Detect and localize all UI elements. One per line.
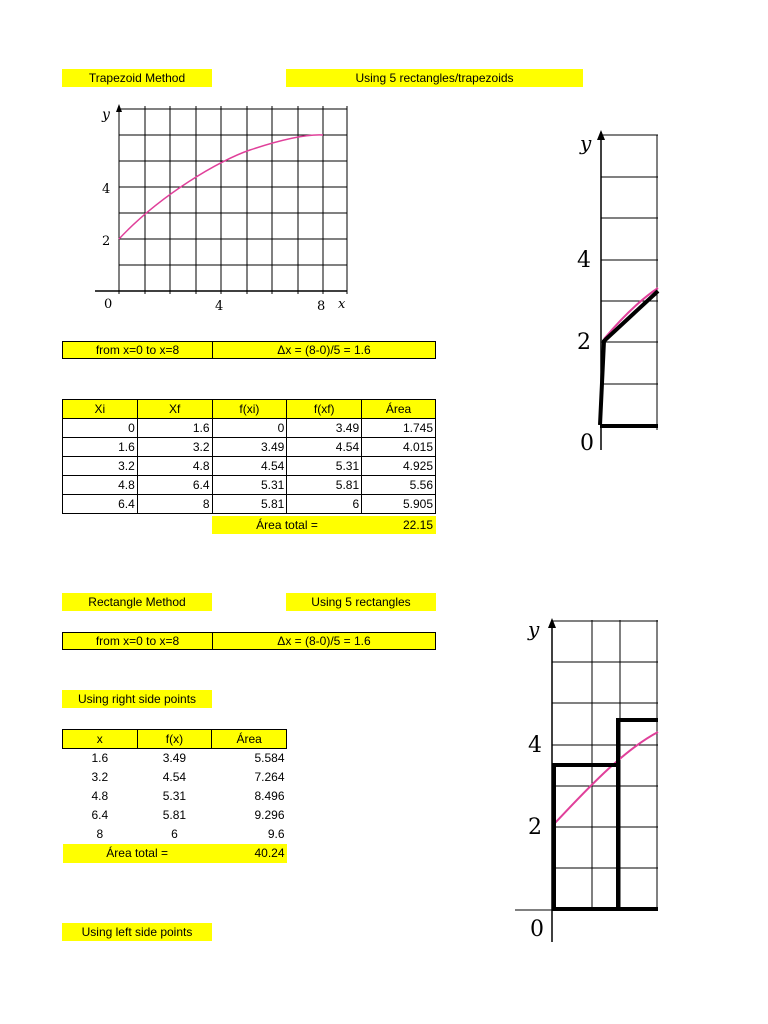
rectangle-method-title: Rectangle Method — [62, 593, 212, 611]
rectangle-figure — [500, 612, 670, 952]
trapezoid-method-title: Trapezoid Method — [62, 69, 212, 87]
table-cell: 3.2 — [91, 770, 109, 784]
table-row — [63, 768, 287, 787]
trapezoid-figure — [560, 120, 680, 470]
table-cell: 5.31 — [162, 789, 187, 803]
rectangle-total-value: 40.24 — [212, 844, 287, 863]
right-rectangle-2 — [618, 720, 658, 909]
table-cell: 3.2 — [63, 457, 138, 476]
table-cell: 4.8 — [137, 457, 212, 476]
y-axis-label: y — [102, 107, 110, 123]
left-points-label: Using left side points — [62, 923, 212, 941]
x-tick-label-4: 4 — [215, 299, 224, 314]
trap-fig-tick-0: 0 — [580, 431, 594, 456]
table-cell: 1.745 — [362, 419, 436, 438]
trapezoid-range: from x=0 to x=8 — [62, 341, 213, 359]
table-cell: 0 — [212, 419, 287, 438]
rectangle-dx: Δx = (8-0)/5 = 1.6 — [212, 632, 436, 650]
table-cell: 1.6 — [137, 419, 212, 438]
trapezoid-total-value: 22.15 — [362, 516, 436, 534]
table-cell: 4.54 — [162, 770, 187, 784]
right-rectangle-1 — [554, 765, 618, 909]
table-cell: 8.496 — [254, 789, 285, 803]
rectangle-range: from x=0 to x=8 — [62, 632, 213, 650]
rectangle-subtitle: Using 5 rectangles — [286, 593, 436, 611]
trapezoid-table — [62, 399, 436, 514]
rect-fig-y-label: y — [528, 617, 540, 641]
table-row — [63, 749, 287, 768]
x-tick-label-8: 8 — [317, 299, 326, 314]
rect-fig-tick-2: 2 — [528, 815, 542, 840]
table-cell: 5.56 — [362, 476, 436, 495]
table-cell: 1.6 — [91, 751, 109, 766]
header-area: Área — [362, 400, 436, 419]
table-cell: 3.2 — [137, 438, 212, 457]
trapezoid-dx: Δx = (8-0)/5 = 1.6 — [212, 341, 436, 359]
table-cell: 6 — [287, 495, 362, 514]
table-cell: 4.54 — [212, 457, 287, 476]
trap-fig-tick-4: 4 — [577, 248, 591, 273]
header-fxf: f(xf) — [287, 400, 362, 419]
table-cell: 4.8 — [63, 476, 138, 495]
table-row — [63, 825, 287, 844]
trap-fig-tick-2: 2 — [577, 330, 591, 355]
table-cell: 3.49 — [287, 419, 362, 438]
table-row — [63, 806, 287, 825]
table-cell: 7.264 — [254, 770, 285, 784]
function-graph — [90, 100, 350, 320]
header-fxi: f(xi) — [212, 400, 287, 419]
table-row — [63, 438, 436, 457]
header-area: Área — [212, 730, 287, 749]
table-cell: 5.31 — [212, 476, 287, 495]
rectangle-table — [62, 729, 287, 863]
table-cell: 8 — [96, 827, 104, 841]
table-cell: 3.49 — [162, 751, 187, 766]
table-cell: 5.905 — [362, 495, 436, 514]
table-row — [63, 495, 436, 514]
table-cell: 5.81 — [162, 808, 187, 822]
table-cell: 4.015 — [362, 438, 436, 457]
table-cell: 6 — [171, 827, 178, 841]
right-points-label: Using right side points — [62, 690, 212, 708]
table-cell: 3.49 — [212, 438, 287, 457]
tick-label-0: 0 — [104, 297, 113, 312]
table-cell: 6.4 — [91, 808, 109, 822]
tick-label-4: 4 — [102, 182, 111, 197]
table-cell: 5.81 — [212, 495, 287, 514]
rectangle-total-label: Área total = — [63, 844, 212, 863]
trap-fig-y-label: y — [580, 131, 592, 155]
trapezoid-total-label: Área total = — [212, 516, 362, 534]
table-row — [63, 476, 436, 495]
table-cell: 6.4 — [63, 495, 138, 514]
rectangle-curve — [554, 732, 658, 824]
table-row — [63, 457, 436, 476]
header-xf: Xf — [137, 400, 212, 419]
table-cell: 5.31 — [287, 457, 362, 476]
x-axis-label: x — [338, 297, 346, 312]
table-cell: 4.54 — [287, 438, 362, 457]
table-cell: 6.4 — [137, 476, 212, 495]
table-cell: 5.584 — [254, 751, 285, 766]
table-cell: 4.8 — [91, 789, 109, 803]
rect-fig-tick-0: 0 — [530, 917, 544, 942]
table-cell: 1.6 — [63, 438, 138, 457]
table-cell: 0 — [63, 419, 138, 438]
table-cell: 8 — [137, 495, 212, 514]
table-row — [63, 419, 436, 438]
rect-fig-tick-4: 4 — [528, 733, 542, 758]
table-cell: 4.925 — [362, 457, 436, 476]
header-xi: Xi — [63, 400, 138, 419]
tick-label-2: 2 — [102, 234, 111, 249]
trapezoid-subtitle: Using 5 rectangles/trapezoids — [286, 69, 583, 87]
header-fx: f(x) — [137, 730, 212, 749]
header-x: x — [63, 730, 138, 749]
table-cell: 5.81 — [287, 476, 362, 495]
table-row — [63, 787, 287, 806]
table-cell: 9.296 — [254, 808, 285, 822]
table-cell: 9.6 — [267, 827, 285, 841]
